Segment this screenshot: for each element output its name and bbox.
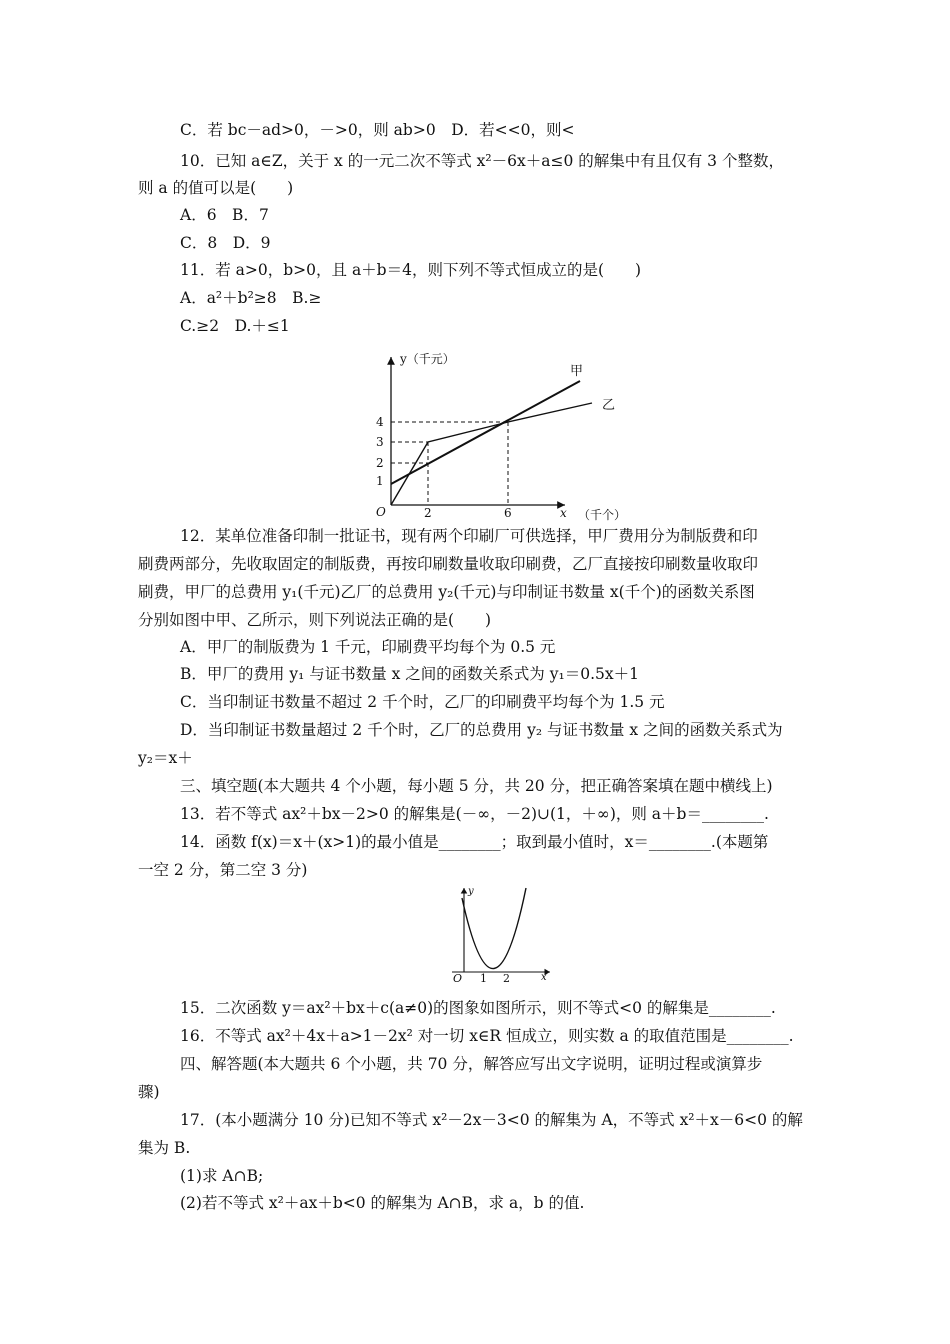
text-line: A．甲厂的制版费为 1 千元，印刷费平均每个为 0.5 元 [180, 638, 556, 656]
text-line: C．8 D．9 [180, 234, 271, 252]
text-line: 17．(本小题满分 10 分)已知不等式 x²－2x－3<0 的解集为 A，不等式 x²＋x－6<0 的解 [180, 1111, 803, 1129]
text-line: 15．二次函数 y＝ax²＋bx＋c(a≠0)的图象如图所示，则不等式<0 的解集是________. [180, 999, 776, 1017]
y-tick-1: 1 [376, 474, 384, 488]
origin-label: O [453, 972, 463, 984]
text-line: 刷费，甲厂的总费用 y₁(千元)乙厂的总费用 y₂(千元)与印制证书数量 x(千个)的函数关系图 [138, 583, 755, 601]
series-jia-label: 甲 [570, 364, 584, 379]
x-axis-label: x [560, 506, 567, 520]
text-line: (2)若不等式 x²＋ax＋b<0 的解集为 A∩B，求 a，b 的值. [180, 1194, 585, 1212]
series-jia-line [391, 381, 580, 484]
text-line: 13．若不等式 ax²＋bx－2>0 的解集是(－∞，－2)∪(1，＋∞)，则 a＋b＝________. [180, 805, 769, 823]
text-line: 10．已知 a∈Z，关于 x 的一元二次不等式 x²－6x＋a≤0 的解集中有且仅有 3 个整数， [180, 152, 784, 170]
text-line: C．当印制证书数量不超过 2 千个时，乙厂的印刷费平均每个为 1.5 元 [180, 693, 665, 711]
text-line: B．甲厂的费用 y₁ 与证书数量 x 之间的函数关系式为 y₁＝0.5x＋1 [180, 665, 639, 683]
y-tick-3: 3 [376, 435, 384, 449]
text-line: 11．若 a>0，b>0，且 a＋b＝4，则下列不等式恒成立的是( ) [180, 261, 642, 279]
x-tick-2: 2 [424, 506, 432, 520]
text-line: A．a²＋b²≥8 B.≥ [180, 289, 322, 307]
x-axis-label: x [541, 972, 547, 983]
text-line: C．若 bc－ad>0，－>0，则 ab>0 D．若<<0，则< [180, 121, 575, 139]
parabola-curve [462, 888, 526, 969]
text-line: 16．不等式 ax²＋4x＋a>1－2x² 对一切 x∈R 恒成立，则实数 a 的取值范围是________. [180, 1027, 794, 1045]
y-tick-2: 2 [376, 456, 384, 470]
text-line: 14．函数 f(x)＝x＋(x>1)的最小值是________；取到最小值时，x＝________.(本题第 [180, 833, 769, 851]
text-line: (1)求 A∩B; [180, 1167, 264, 1185]
y-axis-label: y（千元） [400, 352, 455, 366]
parabola-figure [448, 884, 558, 984]
text-line: 三、填空题(本大题共 4 个小题，每小题 5 分，共 20 分，把正确答案填在题中横线上) [180, 777, 773, 795]
text-line: 骤) [138, 1083, 160, 1101]
x-tick-2: 2 [503, 972, 510, 984]
text-line: C.≥2 D.＋≤1 [180, 317, 290, 335]
text-line: y₂＝x＋ [138, 749, 193, 767]
text-line: 12．某单位准备印制一批证书，现有两个印刷厂可供选择，甲厂费用分为制版费和印 [180, 527, 758, 545]
text-line: A．6 B．7 [180, 206, 269, 224]
text-line: 四、解答题(本大题共 6 个小题，共 70 分，解答应写出文字说明，证明过程或演算步 [180, 1055, 763, 1073]
x-tick-1: 1 [480, 972, 487, 984]
y-axis-label: y [468, 886, 474, 897]
origin-label: O [376, 505, 386, 519]
y-tick-4: 4 [376, 415, 384, 429]
text-line: 则 a 的值可以是( ) [138, 179, 294, 197]
x-axis-unit: （千个） [578, 508, 627, 522]
text-line: 一空 2 分，第二空 3 分) [138, 861, 308, 879]
x-tick-6: 6 [504, 506, 512, 520]
text-line: 刷费两部分，先收取固定的制版费，再按印刷数量收取印刷费，乙厂直接按印刷数量收取印 [138, 555, 759, 573]
cost-graph-figure [370, 345, 630, 525]
text-line: 分别如图中甲、乙所示，则下列说法正确的是( ) [138, 611, 492, 629]
text-line: 集为 B. [138, 1139, 191, 1157]
series-yi-label: 乙 [602, 398, 616, 413]
series-yi-line [391, 403, 592, 505]
text-line: D．当印制证书数量超过 2 千个时，乙厂的总费用 y₂ 与证书数量 x 之间的函数关系式为 [180, 721, 783, 739]
